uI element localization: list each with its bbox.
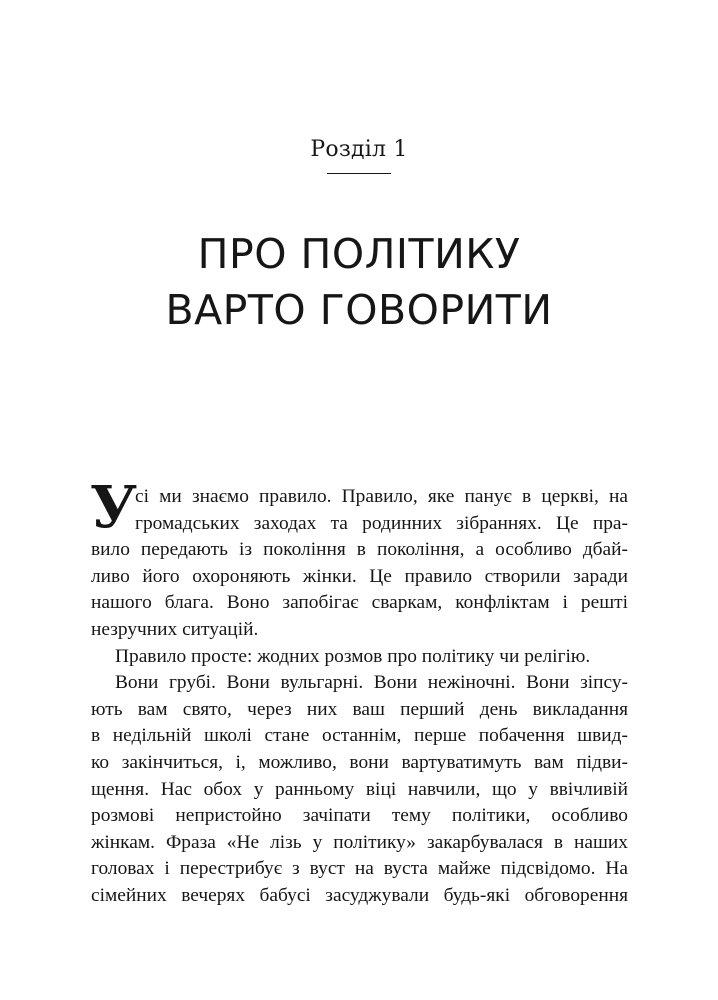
text-line: ють вам свято, через них ваш перший день викладання — [91, 698, 628, 720]
text-line: ко закінчиться, і, можливо, вони вартуватимуть вам підви- — [91, 751, 628, 773]
text-line: Правило просте: жодних розмов про політику чи релігію. — [115, 645, 591, 667]
text-line: вило передають із покоління в покоління, а особливо дбай- — [91, 539, 628, 561]
chapter-title — [0, 226, 718, 338]
chapter-title-line: ВАРТО ГОВОРИТИ — [165, 286, 553, 334]
chapter-divider — [327, 173, 391, 174]
text-line: жінкам. Фраза «Не лізь у політику» закарбувалася в наших — [91, 831, 628, 853]
body-text — [91, 484, 628, 910]
text-line: сі ми знаємо правило. Правило, яке панує в церкві, на — [135, 486, 628, 507]
chapter-title-line: ПРО ПОЛІТИКУ — [197, 230, 521, 278]
text-line: громадських заходах та родинних зібраннях. Це пра- — [135, 512, 628, 534]
text-line: Вони грубі. Вони вульгарні. Вони нежіночні. Вони зіпсу- — [115, 672, 628, 694]
text-line: сімейних вечерях бабусі засуджували будь-які обговорення — [91, 884, 628, 906]
text-line: нашого блага. Воно запобігає сваркам, конфліктам і решті — [91, 592, 628, 614]
text-line: незручних ситуацій. — [91, 618, 259, 640]
text-line: ливо його охороняють жінки. Це правило створили заради — [91, 565, 628, 587]
text-line: головах і перестрибує з вуст на вуста майже підсвідомо. На — [91, 858, 628, 880]
chapter-label: Розділ 1 — [310, 137, 408, 162]
text-line: розмові непристойно зачіпати тему політики, особливо — [91, 805, 628, 827]
text-line: в недільній школі стане останнім, перше побачення швид- — [91, 725, 628, 747]
drop-cap: У — [90, 473, 138, 541]
text-line: щення. Нас обох у ранньому віці навчили, що у ввічливій — [91, 778, 628, 800]
